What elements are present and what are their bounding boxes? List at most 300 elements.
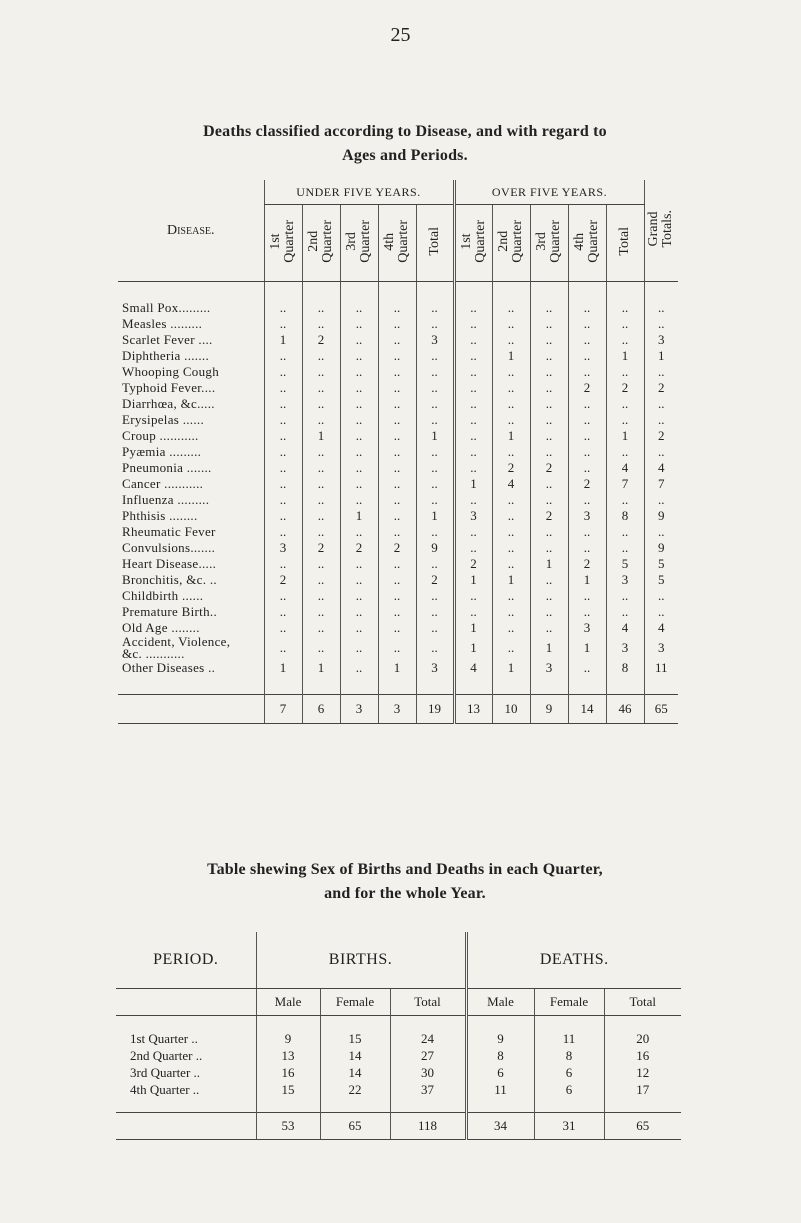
- table-cell: 1: [302, 660, 340, 676]
- table-cell: ..: [416, 380, 454, 396]
- total-cell: 65: [644, 695, 678, 724]
- table-cell: ..: [454, 396, 492, 412]
- table-cell: ..: [416, 444, 454, 460]
- table-cell: ..: [340, 316, 378, 332]
- disease-name: Influenza .........: [122, 492, 210, 507]
- table-cell: ..: [530, 444, 568, 460]
- total-cell: 31: [534, 1113, 604, 1140]
- table-cell: ..: [568, 332, 606, 348]
- table-cell: ..: [378, 444, 416, 460]
- sub-header: Male: [256, 989, 320, 1016]
- table-cell: ..: [568, 604, 606, 620]
- table-cell: ..: [378, 332, 416, 348]
- disease-name: Pyæmia .........: [122, 444, 202, 459]
- table-cell: 9: [466, 1030, 534, 1047]
- table-cell: ..: [492, 396, 530, 412]
- table-cell: ..: [264, 620, 302, 636]
- table-row: [118, 380, 678, 396]
- table-cell: ..: [644, 412, 678, 428]
- table-cell: ..: [378, 492, 416, 508]
- table-cell: 3: [606, 572, 644, 588]
- table-cell: ..: [264, 556, 302, 572]
- table-cell: ..: [454, 428, 492, 444]
- table-cell: ..: [378, 316, 416, 332]
- table-cell: 1: [378, 660, 416, 676]
- table-cell: ..: [644, 604, 678, 620]
- table-cell: ..: [644, 300, 678, 316]
- table-cell: 1: [530, 556, 568, 572]
- disease-name: Other Diseases ..: [122, 660, 216, 675]
- table-cell: 2: [568, 476, 606, 492]
- table-cell: 1: [606, 348, 644, 364]
- table-cell: ..: [454, 604, 492, 620]
- table-cell: ..: [530, 364, 568, 380]
- bd-title-line-1: Table shewing Sex of Births and Deaths in each Quarter,: [207, 861, 603, 878]
- column-header: 1st Quarter: [264, 205, 302, 282]
- table-cell: 1: [530, 636, 568, 660]
- table-cell: ..: [340, 588, 378, 604]
- table-cell: 3: [606, 636, 644, 660]
- table-row: [118, 492, 678, 508]
- disease-name: Measles .........: [122, 316, 203, 331]
- table-cell: ..: [416, 636, 454, 660]
- table-cell: ..: [530, 588, 568, 604]
- table-cell: ..: [530, 492, 568, 508]
- table-cell: 1: [416, 508, 454, 524]
- table-cell: ..: [606, 524, 644, 540]
- table-row: [118, 316, 678, 332]
- table-cell: 1: [644, 348, 678, 364]
- table-cell: ..: [340, 348, 378, 364]
- column-header: 4th Quarter: [568, 205, 606, 282]
- table-cell: 1: [606, 428, 644, 444]
- table-cell: ..: [530, 476, 568, 492]
- table-cell: ..: [340, 572, 378, 588]
- table-cell: ..: [492, 300, 530, 316]
- table-cell: ..: [530, 428, 568, 444]
- table-cell: ..: [454, 492, 492, 508]
- table-cell: ..: [340, 428, 378, 444]
- table-row: [118, 300, 678, 316]
- table-row: [118, 572, 678, 588]
- table-cell: 6: [534, 1081, 604, 1098]
- table-cell: ..: [264, 636, 302, 660]
- table-row: [118, 540, 678, 556]
- disease-name: Convulsions.......: [122, 540, 216, 555]
- table-cell: ..: [606, 492, 644, 508]
- table-cell: ..: [606, 412, 644, 428]
- table-row: [118, 636, 678, 660]
- table-cell: ..: [416, 396, 454, 412]
- table-row: [118, 396, 678, 412]
- table-cell: ..: [378, 476, 416, 492]
- disease-title-line-2: Ages and Periods.: [342, 147, 468, 164]
- table-cell: 1: [454, 476, 492, 492]
- table-cell: ..: [302, 348, 340, 364]
- table-cell: ..: [264, 604, 302, 620]
- table-cell: ..: [644, 524, 678, 540]
- table-cell: ..: [492, 444, 530, 460]
- table-row: [118, 428, 678, 444]
- table-cell: ..: [454, 332, 492, 348]
- table-cell: ..: [568, 524, 606, 540]
- table-cell: ..: [492, 588, 530, 604]
- table-cell: 4: [454, 660, 492, 676]
- table-cell: ..: [530, 572, 568, 588]
- column-header: Total: [606, 205, 644, 282]
- table-cell: ..: [264, 524, 302, 540]
- disease-name: Rheumatic Fever: [122, 524, 216, 539]
- table-cell: 4: [606, 460, 644, 476]
- table-cell: ..: [340, 300, 378, 316]
- table-cell: ..: [454, 380, 492, 396]
- table-cell: 2: [492, 460, 530, 476]
- table-cell: ..: [264, 380, 302, 396]
- table-cell: 3: [264, 540, 302, 556]
- disease-name: Old Age ........: [122, 620, 200, 635]
- table-cell: ..: [492, 332, 530, 348]
- table-cell: 3: [568, 508, 606, 524]
- table-cell: 2: [378, 540, 416, 556]
- table-row: [118, 508, 678, 524]
- table-cell: 3: [568, 620, 606, 636]
- table-row: [118, 604, 678, 620]
- table-cell: ..: [568, 588, 606, 604]
- table-cell: ..: [378, 588, 416, 604]
- column-header: 2nd Quarter: [302, 205, 340, 282]
- table-cell: ..: [416, 588, 454, 604]
- table-cell: ..: [454, 524, 492, 540]
- table-cell: 4: [492, 476, 530, 492]
- column-header: 3rd Quarter: [530, 205, 568, 282]
- table-cell: 3: [416, 332, 454, 348]
- table-cell: 1: [416, 428, 454, 444]
- table-cell: 3: [644, 636, 678, 660]
- table-cell: ..: [492, 556, 530, 572]
- disease-name: Diphtheria .......: [122, 348, 209, 363]
- table-cell: ..: [302, 316, 340, 332]
- table-cell: ..: [568, 428, 606, 444]
- table-cell: 16: [604, 1047, 681, 1064]
- total-cell: 19: [416, 695, 454, 724]
- table-cell: ..: [530, 524, 568, 540]
- table-cell: 2: [530, 508, 568, 524]
- table-cell: ..: [302, 588, 340, 604]
- table-cell: 1: [454, 636, 492, 660]
- table-cell: 37: [390, 1081, 466, 1098]
- table-cell: ..: [530, 348, 568, 364]
- table-cell: 24: [390, 1030, 466, 1047]
- table-cell: ..: [644, 396, 678, 412]
- table-cell: ..: [340, 636, 378, 660]
- column-header: 3rd Quarter: [340, 205, 378, 282]
- table-row: [118, 524, 678, 540]
- table-cell: 3: [530, 660, 568, 676]
- disease-name: Typhoid Fever....: [122, 380, 216, 395]
- table-cell: ..: [416, 300, 454, 316]
- table-cell: ..: [416, 316, 454, 332]
- period-label: 3rd Quarter ..: [130, 1064, 201, 1080]
- under-five-group-header: UNDER FIVE YEARS.: [264, 180, 454, 205]
- table-cell: ..: [340, 396, 378, 412]
- table-cell: ..: [340, 660, 378, 676]
- total-cell: 65: [320, 1113, 390, 1140]
- sub-header: Total: [390, 989, 466, 1016]
- table-cell: ..: [264, 428, 302, 444]
- table-cell: ..: [492, 380, 530, 396]
- table-cell: 8: [466, 1047, 534, 1064]
- table-row: [116, 1081, 681, 1098]
- table-cell: ..: [416, 604, 454, 620]
- table-cell: 12: [604, 1064, 681, 1081]
- table-cell: ..: [416, 620, 454, 636]
- table-cell: 1: [492, 572, 530, 588]
- table-cell: 2: [644, 428, 678, 444]
- table-cell: ..: [378, 620, 416, 636]
- table-cell: 3: [454, 508, 492, 524]
- table-cell: ..: [606, 316, 644, 332]
- table-cell: ..: [606, 444, 644, 460]
- total-cell: 7: [264, 695, 302, 724]
- table-cell: 1: [340, 508, 378, 524]
- table-row: [116, 1030, 681, 1047]
- period-label: 4th Quarter ..: [130, 1081, 200, 1097]
- table-cell: 1: [492, 348, 530, 364]
- table-cell: ..: [454, 300, 492, 316]
- table-cell: ..: [454, 588, 492, 604]
- table-cell: ..: [302, 524, 340, 540]
- table-row: [116, 1064, 681, 1081]
- table-cell: 2: [568, 380, 606, 396]
- table-cell: ..: [416, 524, 454, 540]
- table-cell: 4: [644, 460, 678, 476]
- table-cell: 14: [320, 1064, 390, 1081]
- table-cell: ..: [340, 412, 378, 428]
- table-cell: 7: [606, 476, 644, 492]
- table-cell: ..: [264, 316, 302, 332]
- table-cell: 1: [492, 428, 530, 444]
- table-row: [118, 556, 678, 572]
- over-five-group-header: OVER FIVE YEARS.: [454, 180, 644, 205]
- period-header: PERIOD.: [116, 932, 256, 989]
- column-header: 1st Quarter: [454, 205, 492, 282]
- table-cell: 9: [644, 540, 678, 556]
- table-cell: ..: [302, 380, 340, 396]
- totals-row: [118, 695, 678, 724]
- table-cell: ..: [378, 380, 416, 396]
- period-label: 2nd Quarter ..: [130, 1047, 203, 1063]
- table-cell: ..: [530, 380, 568, 396]
- sub-header: Female: [534, 989, 604, 1016]
- table-cell: ..: [416, 492, 454, 508]
- disease-name: Erysipelas ......: [122, 412, 205, 427]
- total-cell: 14: [568, 695, 606, 724]
- table-cell: ..: [530, 332, 568, 348]
- table-cell: ..: [492, 364, 530, 380]
- table-cell: ..: [568, 396, 606, 412]
- disease-name: Bronchitis, &c. ..: [122, 572, 217, 587]
- disease-table-title: [40, 120, 770, 168]
- disease-name: Small Pox.........: [122, 300, 211, 315]
- table-row: [118, 332, 678, 348]
- births-header: BIRTHS.: [256, 932, 466, 989]
- table-cell: 1: [454, 572, 492, 588]
- table-cell: 27: [390, 1047, 466, 1064]
- table-cell: ..: [454, 316, 492, 332]
- total-cell: 13: [454, 695, 492, 724]
- table-cell: 2: [568, 556, 606, 572]
- table-cell: ..: [606, 396, 644, 412]
- table-cell: ..: [340, 444, 378, 460]
- table-cell: ..: [644, 316, 678, 332]
- table-row: [118, 460, 678, 476]
- table-cell: ..: [530, 396, 568, 412]
- table-cell: 1: [302, 428, 340, 444]
- table-cell: ..: [264, 508, 302, 524]
- table-cell: ..: [302, 412, 340, 428]
- table-cell: ..: [492, 412, 530, 428]
- table-cell: ..: [378, 348, 416, 364]
- table-cell: ..: [644, 364, 678, 380]
- table-cell: 3: [416, 660, 454, 676]
- table-cell: ..: [492, 620, 530, 636]
- table-cell: ..: [302, 364, 340, 380]
- table-cell: 8: [606, 660, 644, 676]
- table-cell: ..: [302, 444, 340, 460]
- table-cell: 4: [606, 620, 644, 636]
- table-cell: 13: [256, 1047, 320, 1064]
- total-cell: 46: [606, 695, 644, 724]
- table-cell: ..: [530, 300, 568, 316]
- table-cell: 2: [454, 556, 492, 572]
- sub-header: Total: [604, 989, 681, 1016]
- table-row: [118, 476, 678, 492]
- table-cell: ..: [644, 588, 678, 604]
- table-cell: 14: [320, 1047, 390, 1064]
- table-cell: ..: [416, 364, 454, 380]
- period-label: 1st Quarter ..: [130, 1030, 198, 1046]
- table-cell: 2: [340, 540, 378, 556]
- disease-name: Croup ...........: [122, 428, 199, 443]
- table-row: [118, 588, 678, 604]
- table-cell: ..: [264, 396, 302, 412]
- table-cell: ..: [530, 540, 568, 556]
- table-row: [118, 412, 678, 428]
- table-cell: 11: [466, 1081, 534, 1098]
- table-cell: ..: [378, 412, 416, 428]
- table-cell: ..: [530, 316, 568, 332]
- table-cell: ..: [264, 348, 302, 364]
- table-cell: 11: [644, 660, 678, 676]
- table-cell: ..: [302, 572, 340, 588]
- table-row: [118, 348, 678, 364]
- table-cell: ..: [454, 348, 492, 364]
- table-cell: ..: [378, 364, 416, 380]
- table-cell: 8: [534, 1047, 604, 1064]
- table-row: [118, 660, 678, 676]
- table-cell: ..: [378, 428, 416, 444]
- column-header: 2nd Quarter: [492, 205, 530, 282]
- table-cell: 2: [416, 572, 454, 588]
- table-cell: ..: [264, 588, 302, 604]
- table-cell: ..: [302, 620, 340, 636]
- table-cell: ..: [568, 660, 606, 676]
- sub-header: Female: [320, 989, 390, 1016]
- table-cell: ..: [492, 316, 530, 332]
- total-cell: 10: [492, 695, 530, 724]
- table-cell: 1: [568, 572, 606, 588]
- table-cell: ..: [340, 332, 378, 348]
- table-cell: 9: [256, 1030, 320, 1047]
- table-cell: 17: [604, 1081, 681, 1098]
- table-cell: ..: [302, 396, 340, 412]
- table-cell: 6: [534, 1064, 604, 1081]
- table-cell: ..: [264, 364, 302, 380]
- table-cell: 1: [264, 660, 302, 676]
- column-header: 4th Quarter: [378, 205, 416, 282]
- disease-name: Phthisis ........: [122, 508, 198, 523]
- total-cell: 53: [256, 1113, 320, 1140]
- table-cell: ..: [530, 604, 568, 620]
- table-cell: ..: [378, 508, 416, 524]
- table-cell: ..: [340, 620, 378, 636]
- table-cell: ..: [302, 300, 340, 316]
- table-cell: ..: [454, 444, 492, 460]
- table-cell: ..: [264, 300, 302, 316]
- table-cell: 1: [492, 660, 530, 676]
- grand-totals-header: Grand Totals.: [644, 180, 678, 282]
- table-cell: 9: [416, 540, 454, 556]
- table-cell: 5: [606, 556, 644, 572]
- table-cell: 22: [320, 1081, 390, 1098]
- table-cell: 8: [606, 508, 644, 524]
- table-cell: ..: [568, 460, 606, 476]
- table-cell: ..: [568, 348, 606, 364]
- table-cell: 2: [302, 332, 340, 348]
- table-cell: ..: [264, 444, 302, 460]
- table-cell: ..: [606, 604, 644, 620]
- table-cell: 5: [644, 556, 678, 572]
- table-cell: ..: [454, 412, 492, 428]
- table-cell: 1: [454, 620, 492, 636]
- table-cell: 20: [604, 1030, 681, 1047]
- table-cell: ..: [302, 460, 340, 476]
- table-cell: 1: [264, 332, 302, 348]
- table-cell: ..: [606, 364, 644, 380]
- table-cell: 7: [644, 476, 678, 492]
- table-cell: ..: [264, 492, 302, 508]
- total-cell: 3: [340, 695, 378, 724]
- total-cell: 9: [530, 695, 568, 724]
- table-cell: ..: [606, 588, 644, 604]
- table-cell: ..: [568, 364, 606, 380]
- column-header: Total: [416, 205, 454, 282]
- total-cell: 118: [390, 1113, 466, 1140]
- table-cell: ..: [264, 460, 302, 476]
- table-cell: ..: [416, 348, 454, 364]
- disease-title-line-1: Deaths classified according to Disease, and with regard to: [203, 123, 607, 140]
- totals-row: [116, 1113, 681, 1140]
- table-cell: ..: [302, 556, 340, 572]
- table-cell: 6: [466, 1064, 534, 1081]
- table-cell: ..: [378, 604, 416, 620]
- table-cell: ..: [568, 300, 606, 316]
- table-cell: ..: [416, 556, 454, 572]
- disease-name: Diarrhœa, &c.....: [122, 396, 215, 411]
- table-cell: ..: [568, 412, 606, 428]
- births-deaths-table: [116, 932, 681, 1140]
- table-cell: 4: [644, 620, 678, 636]
